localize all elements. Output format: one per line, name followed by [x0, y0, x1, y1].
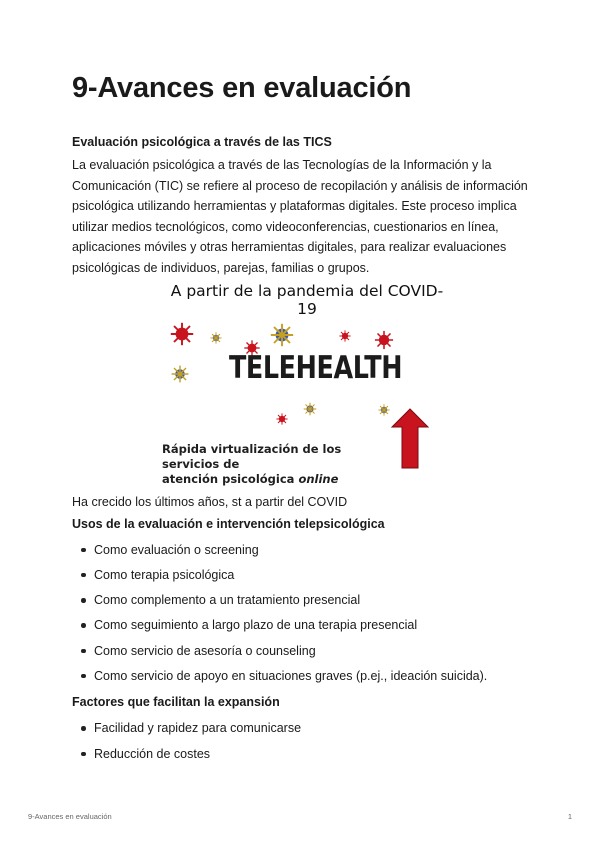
section-heading-factors: Factores que facilitan la expansión	[72, 695, 280, 710]
telehealth-figure	[162, 282, 452, 486]
figure-caption	[162, 442, 402, 487]
section-heading-tics: Evaluación psicológica a través de las TICS	[72, 135, 332, 149]
list-item: Como complemento a un tratamiento presencial	[94, 590, 532, 611]
footer-page-number: 1	[567, 812, 572, 821]
list-item: Como seguimiento a largo plazo de una terapia presencial	[94, 615, 532, 636]
footer-doc-title: 9-Avances en evaluación	[28, 812, 112, 821]
figure-headline: TELEHEALTH	[229, 350, 403, 386]
list-item: Facilidad y rapidez para comunicarse	[94, 718, 532, 739]
figure-caption-line2: atención psicológica	[162, 472, 299, 486]
figure-title: A partir de la pandemia del COVID-19	[170, 282, 444, 318]
section-body-tics: La evaluación psicológica a través de las Tecnologías de la Información y la Comunicación (TIC) se refiere al proceso de recopilación y análisis de información psicológica utilizando herramientas y plataformas digitales. Este proceso implica utilizar medios tecnológicos, como videoconferencias, cuestionarios en línea, aplicaciones móviles y otras herramientas digitales, para realizar evaluaciones psicológicas de individuos, parejas, familias o grupos.	[72, 158, 528, 275]
list-item: Como servicio de apoyo en situaciones graves (p.ej., ideación suicida).	[94, 666, 532, 687]
list-item: Como evaluación o screening	[94, 540, 532, 561]
factors-list	[72, 718, 532, 764]
section-uses	[72, 492, 532, 773]
list-item: Como terapia psicológica	[94, 565, 532, 586]
list-item: Reducción de costes	[94, 744, 532, 765]
list-item: Como servicio de asesoría o counseling	[94, 641, 532, 662]
section-tics	[72, 135, 532, 278]
figure-caption-italic: online	[298, 472, 339, 486]
uses-list	[72, 540, 532, 687]
figure-caption-line1: Rápida virtualización de los servicios de	[162, 442, 342, 471]
section-intro: Ha crecido los últimos años, st a partir del COVID	[72, 495, 348, 509]
section-heading-uses: Usos de la evaluación e intervención telepsicológica	[72, 516, 385, 531]
page-title: 9-Avances en evaluación	[72, 72, 412, 104]
